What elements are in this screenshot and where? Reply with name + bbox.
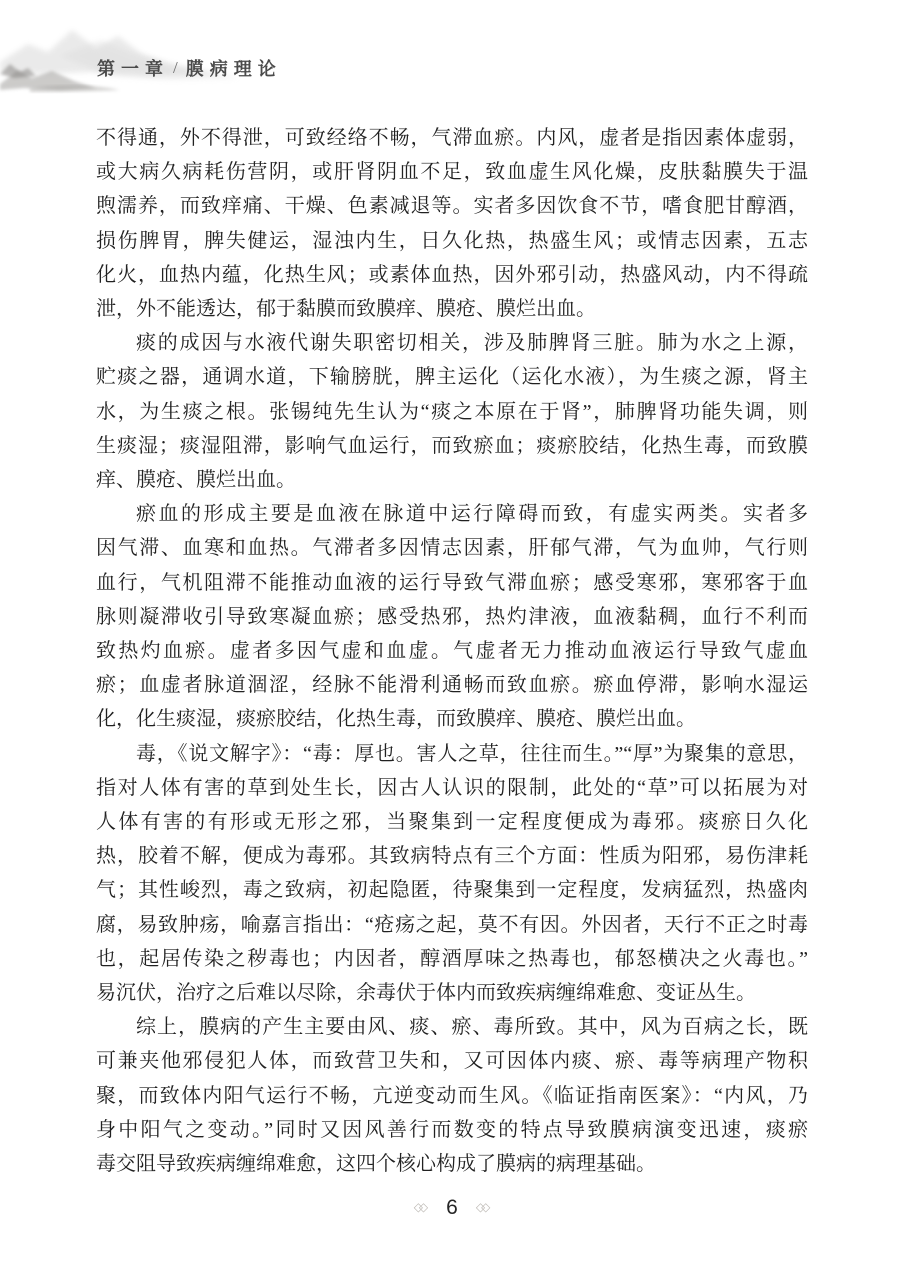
text-line: 脉则凝滞收引导致寒凝血瘀；感受热邪，热灼津液，血液黏稠，血行不利而 (96, 605, 808, 628)
text-line: 致热灼血瘀。虚者多因气虚和血虚。气虚者无力推动血液运行导致气虚血 (96, 640, 808, 663)
text-line: 不得通，外不得泄，可致经络不畅，气滞血瘀。内风，虚者是指因素体虚弱， (96, 127, 808, 149)
text-line: 瘀；血虚者脉道涸涩，经脉不能滑利通畅而致血瘀。瘀血停滞，影响水湿运 (96, 674, 808, 697)
chapter-title: 膜病理论 (185, 59, 282, 79)
text-line: 因气滞、血寒和血热。气滞者多因情志因素，肝郁气滞，气为血帅，气行则 (96, 537, 808, 560)
text-line: 也，起居传染之秽毒也；内因者，醇酒厚味之热毒也，郁怒横决之火毒也。” (96, 947, 808, 970)
text-line: 泄，外不能透达，郁于黏膜而致膜痒、膜疮、膜烂出血。 (96, 298, 596, 321)
text-line: 化，化生痰湿，痰瘀胶结，化热生毒，而致膜痒、膜疮、膜烂出血。 (96, 708, 696, 731)
text-line: 易沉伏，治疗之后难以尽除，余毒伏于体内而致疾病缠绵难愈、变证丛生。 (96, 982, 756, 1005)
text-line: 人体有害的有形或无形之邪，当聚集到一定程度便成为毒邪。痰瘀日久化 (96, 811, 808, 834)
body-text (96, 121, 808, 1181)
text-line: 热，胶着不解，便成为毒邪。其致病特点有三个方面：性质为阳邪，易伤津耗 (96, 845, 808, 868)
page-footer (0, 1196, 900, 1220)
text-line: 痰的成因与水液代谢失职密切相关，涉及肺脾肾三脏。肺为水之上源， (136, 332, 808, 355)
text-line: 气；其性峻烈，毒之致病，初起隐匿，待聚集到一定程度，发病猛烈，热盛肉 (96, 879, 808, 902)
text-line: 贮痰之器，通调水道，下输膀胱，脾主运化（运化水液），为生痰之源，肾主 (96, 366, 808, 389)
text-line: 综上，膜病的产生主要由风、痰、瘀、毒所致。其中，风为百病之长，既 (136, 1016, 808, 1039)
text-line: 指对人体有害的草到处生长，因古人认识的限制，此处的“草”可以拓展为对 (96, 776, 808, 799)
text-line: 痒、膜疮、膜烂出血。 (96, 469, 296, 492)
text-line: 毒，《说文解字》：“毒：厚也。害人之草，往往而生。”“厚”为聚集的意思， (136, 742, 808, 765)
text-line: 聚，而致体内阳气运行不畅，亢逆变动而生风。《临证指南医案》：“内风，乃 (96, 1084, 808, 1107)
text-line: 瘀血的形成主要是血液在脉道中运行障碍而致，有虚实两类。实者多 (136, 503, 808, 526)
text-line: 身中阳气之变动。”同时又因风善行而数变的特点导致膜病演变迅速，痰瘀 (96, 1118, 808, 1141)
chapter-separator: / (173, 58, 178, 77)
footer-ornament-right-icon: ◇◇ (475, 1200, 487, 1214)
text-line: 煦濡养，而致痒痛、干燥、色素减退等。实者多因饮食不节，嗜食肥甘醇酒， (96, 195, 808, 218)
text-line: 可兼夹他邪侵犯人体，而致营卫失和，又可因体内痰、瘀、毒等病理产物积 (96, 1050, 808, 1073)
text-line: 水，为生痰之根。张锡纯先生认为“痰之本原在于肾”，肺脾肾功能失调，则 (96, 400, 808, 423)
text-line: 损伤脾胃，脾失健运，湿浊内生，日久化热，热盛生风；或情志因素，五志 (96, 229, 808, 252)
text-line: 生痰湿；痰湿阻滞，影响气血运行，而致瘀血；痰瘀胶结，化热生毒，而致膜 (96, 434, 808, 457)
text-line: 腐，易致肿疡，喻嘉言指出：“疮疡之起，莫不有因。外因者，天行不正之时毒 (96, 913, 808, 936)
text-line: 化火，血热内蕴，化热生风；或素体血热，因外邪引动，热盛风动，内不得疏 (96, 263, 808, 286)
chapter-heading (97, 55, 282, 81)
chapter-number: 第一章 (97, 59, 169, 79)
footer-ornament-left-icon: ◇◇ (413, 1200, 425, 1214)
text-line: 或大病久病耗伤营阴，或肝肾阴血不足，致血虚生风化燥，皮肤黏膜失于温 (96, 161, 808, 184)
text-line: 毒交阻导致疾病缠绵难愈，这四个核心构成了膜病的病理基础。 (96, 1153, 656, 1176)
page-number: 6 (446, 1196, 458, 1219)
text-line: 血行，气机阻滞不能推动血液的运行导致气滞血瘀；感受寒邪，寒邪客于血 (96, 571, 808, 594)
